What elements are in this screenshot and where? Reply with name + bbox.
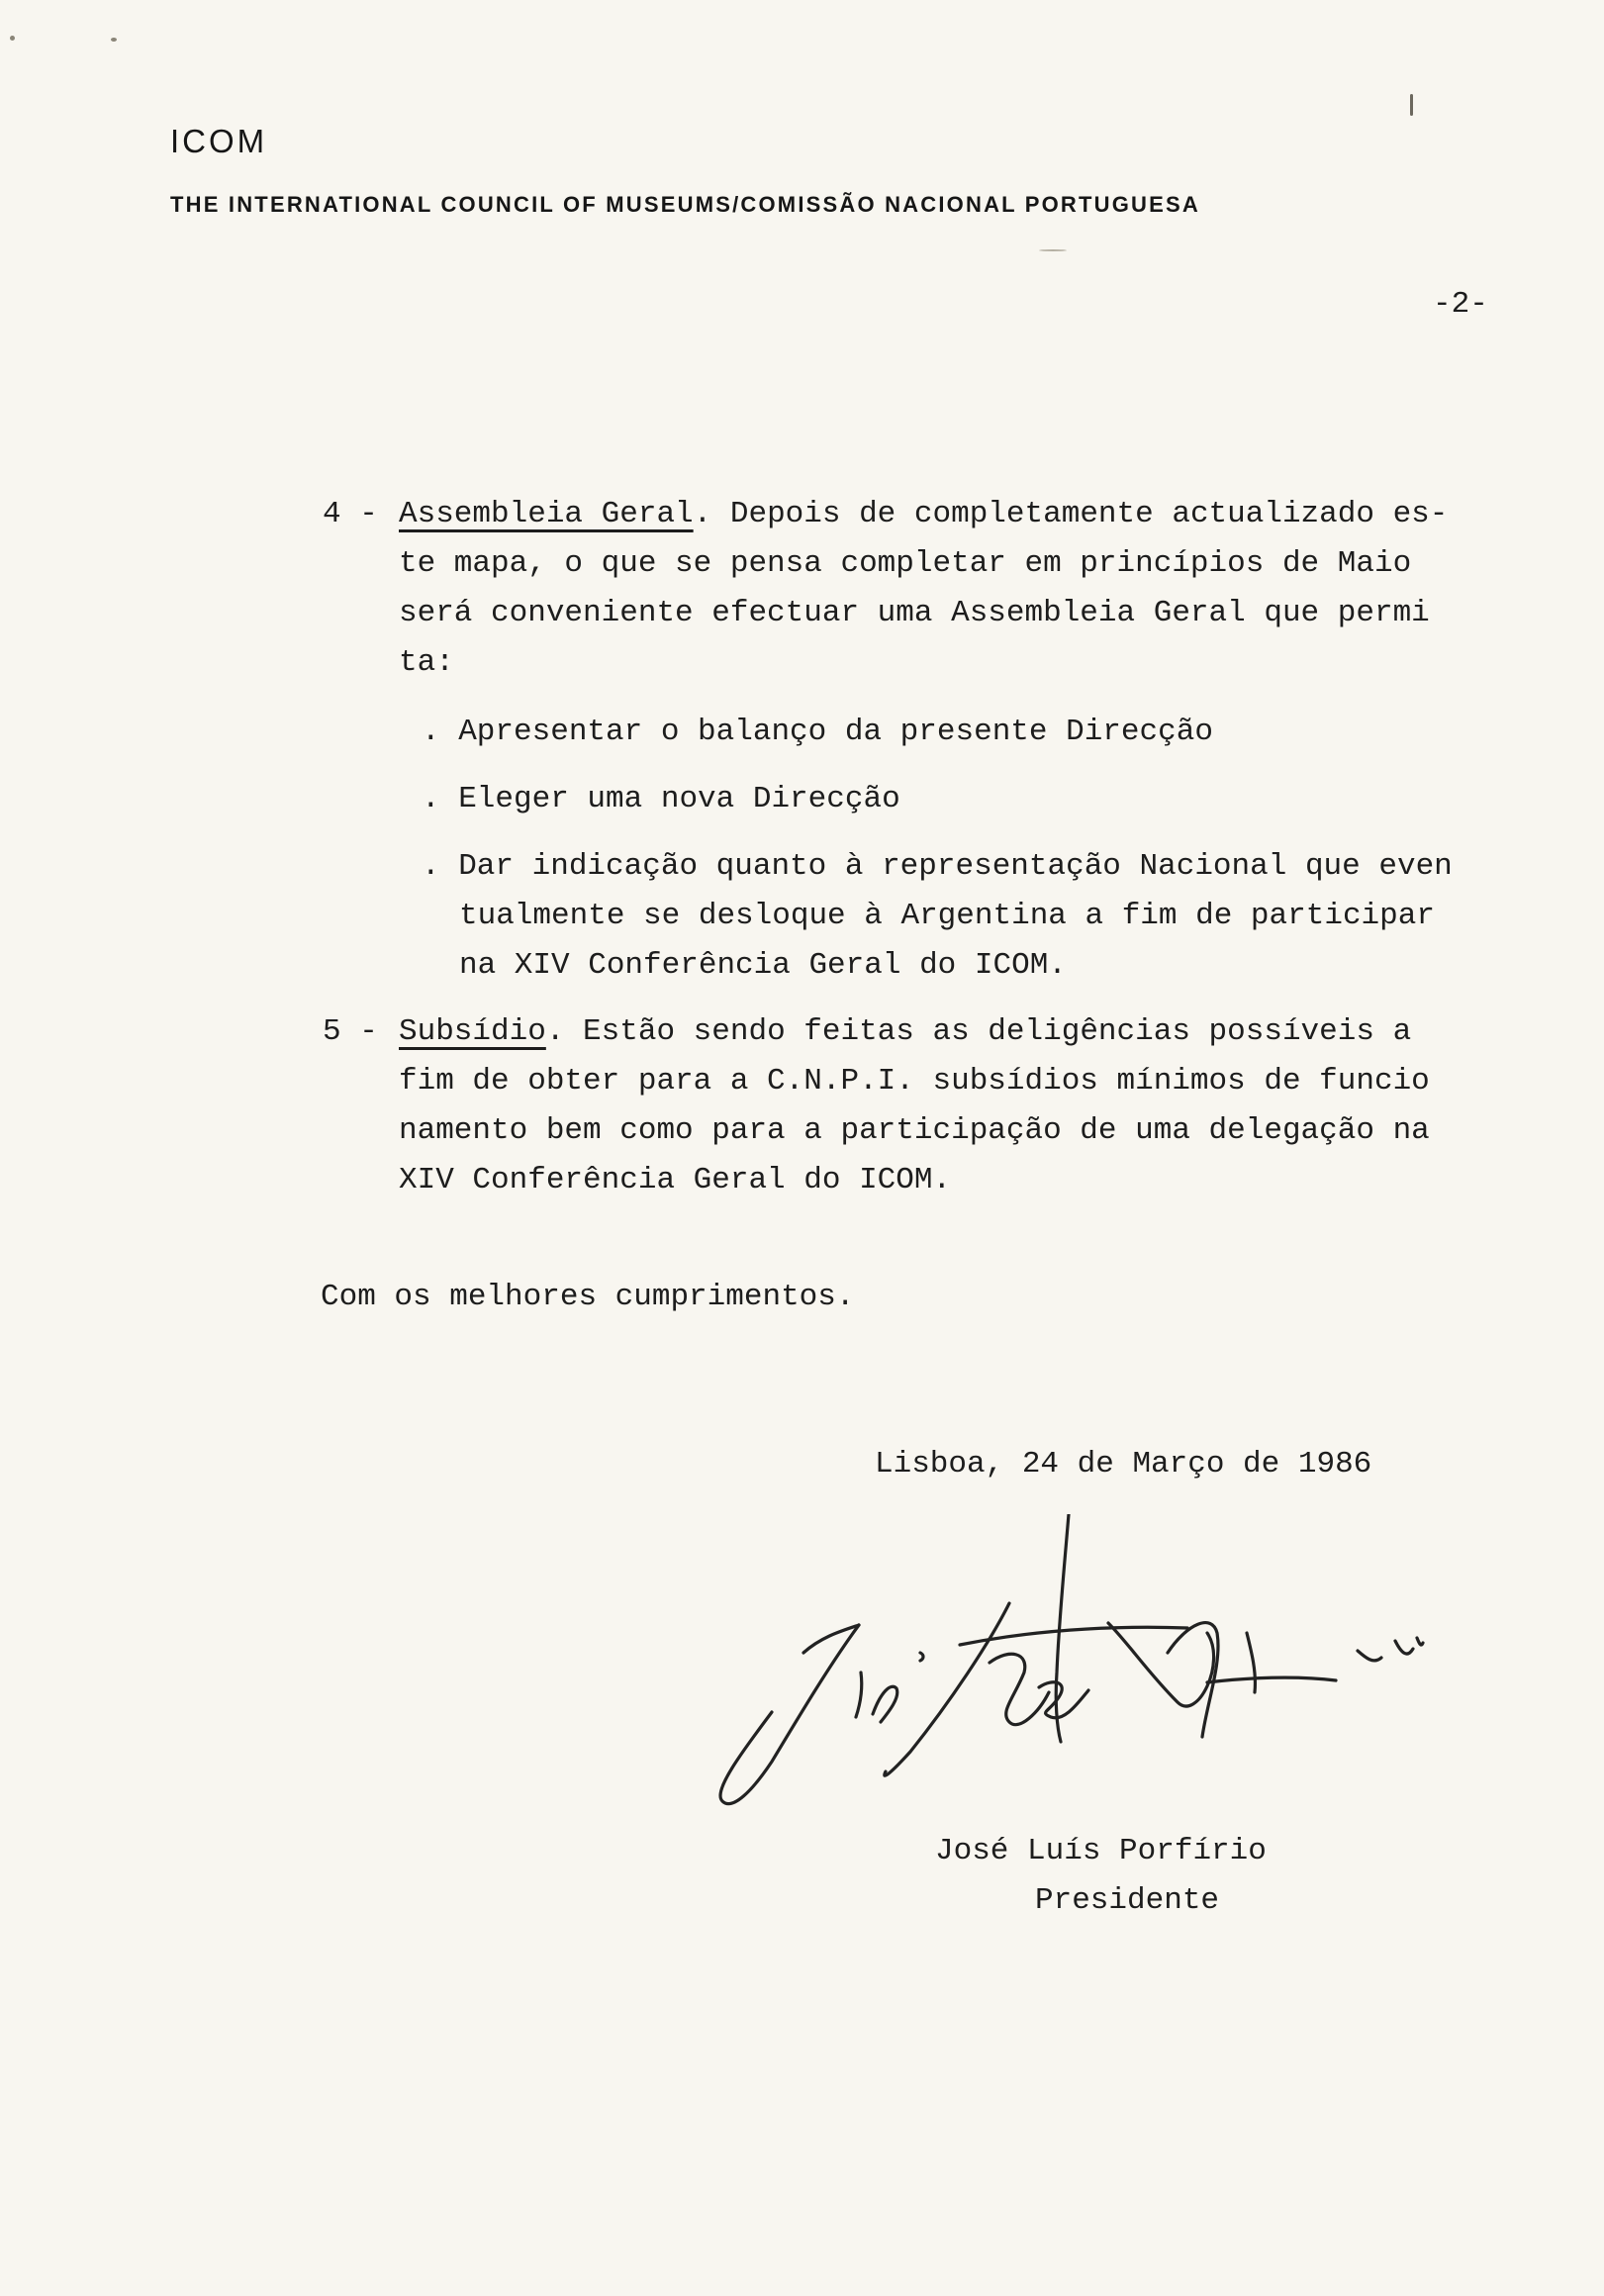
paper-mark <box>1410 94 1413 116</box>
place-date: Lisboa, 24 de Março de 1986 <box>875 1447 1372 1482</box>
item4-line1 <box>399 497 1448 531</box>
paper-speck <box>111 38 117 42</box>
item5-heading: Subsídio <box>399 1014 546 1049</box>
bullet-3-line2: tualmente se desloque à Argentina a fim de participar <box>459 899 1435 933</box>
item5-line4: XIV Conferência Geral do ICOM. <box>399 1163 952 1197</box>
bullet-3-line1: . Dar indicação quanto à representação Nacional que even <box>422 849 1453 884</box>
item4-heading: Assembleia Geral <box>399 497 694 531</box>
bullet-2: . Eleger uma nova Direcção <box>422 782 900 816</box>
item5-line3: namento bem como para a participação de uma delegação na <box>399 1113 1430 1148</box>
item5-number: 5 - <box>323 1014 378 1049</box>
letterhead-subtitle: THE INTERNATIONAL COUNCIL OF MUSEUMS/COMISSÃO NACIONAL PORTUGUESA <box>170 192 1200 217</box>
item4-line1-rest: . Depois de completamente actualizado es- <box>693 497 1449 531</box>
handwritten-signature <box>712 1514 1464 1851</box>
item5-line2: fim de obter para a C.N.P.I. subsídios mínimos de funcio <box>399 1064 1430 1099</box>
item4-line2: te mapa, o que se pensa completar em princípios de Maio <box>399 546 1412 581</box>
item4-number: 4 - <box>323 497 378 531</box>
signatory-title: Presidente <box>1035 1883 1220 1918</box>
item5-line1 <box>399 1014 1411 1049</box>
letterhead-org: ICOM <box>170 123 268 159</box>
item4-line4: ta: <box>399 645 454 680</box>
item5-line1-rest: . Estão sendo feitas as deligências possíveis a <box>545 1014 1412 1049</box>
closing-line: Com os melhores cumprimentos. <box>321 1280 855 1314</box>
bullet-1: . Apresentar o balanço da presente Direcção <box>422 715 1213 749</box>
paper-mark <box>1039 249 1067 251</box>
paper-speck <box>10 36 15 41</box>
bullet-3-line3: na XIV Conferência Geral do ICOM. <box>459 948 1067 983</box>
signatory-name: José Luís Porfírio <box>935 1834 1267 1868</box>
page-number: -2- <box>1433 287 1488 322</box>
item4-line3: será conveniente efectuar uma Assembleia Geral que permi <box>399 596 1430 630</box>
